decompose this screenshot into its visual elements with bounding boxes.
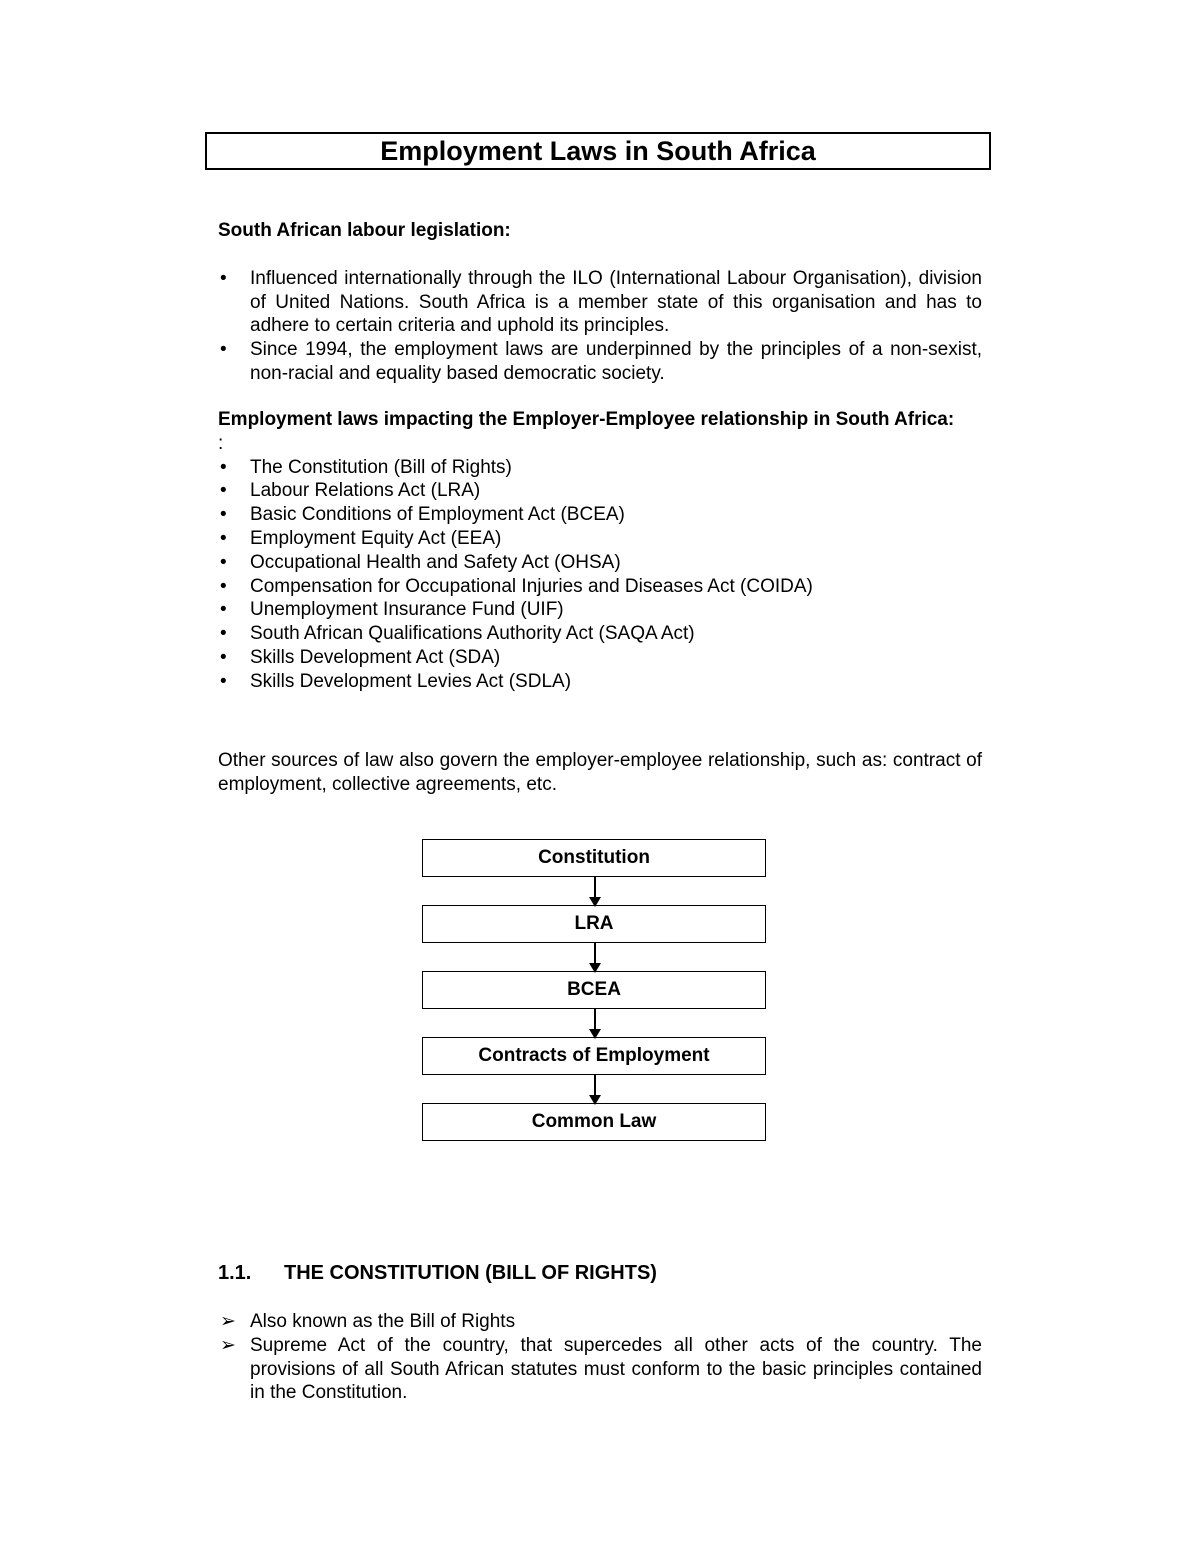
section-constitution-body [218,1310,982,1405]
list-item [218,1334,982,1405]
list-item [218,1310,982,1334]
bullet-list [218,267,982,386]
flow-box-bcea: BCEA [422,971,766,1009]
flow-box-lra: LRA [422,905,766,943]
bullet-glyph: • [220,456,227,478]
bullet-glyph: • [220,480,227,502]
flow-box-contracts-of-employment: Contracts of Employment [422,1037,766,1075]
list-item [218,622,982,646]
list-item [218,575,982,599]
list-item [218,479,982,503]
list-item-text: Skills Development Act (SDA) [250,646,501,668]
bullet-glyph: • [220,646,227,668]
list-item-text: Occupational Health and Safety Act (OHSA) [250,551,621,573]
list-item-text: Skills Development Levies Act (SDLA) [250,670,572,692]
flow-box-common-law: Common Law [422,1103,766,1141]
flow-arrow [594,1075,596,1103]
list-item-text: Unemployment Insurance Fund (UIF) [250,599,564,621]
bullet-list [218,456,982,694]
bullet-glyph: • [220,339,227,361]
list-item [218,646,982,670]
bullet-glyph: • [220,504,227,526]
section-title: THE CONSTITUTION (BILL OF RIGHTS) [284,1262,657,1284]
list-item-text: Influenced internationally through the ILO (International Labour Organisation), division of United Nations. South Africa is a member state of this organisation and has to adhere to certain criteria and uphold its principles. [250,267,982,337]
list-item [218,670,982,694]
section-number: 1.1. [218,1262,252,1284]
bullet-glyph: • [220,267,227,289]
list-item-text: Basic Conditions of Employment Act (BCEA) [250,504,625,526]
list-item-text: Also known as the Bill of Rights [250,1311,516,1332]
list-item [218,338,982,386]
bullet-glyph: • [220,575,227,597]
bullet-glyph: • [220,551,227,573]
bullet-glyph: • [220,670,227,692]
flow-arrow [594,1009,596,1037]
list-item [218,456,982,480]
section-employment-laws [218,408,982,694]
arrow-bullet-list [218,1310,982,1405]
section-heading: South African labour legislation: [218,220,511,241]
bullet-glyph: • [220,527,227,549]
bullet-glyph: • [220,623,227,645]
list-item [218,527,982,551]
list-item-text: South African Qualifications Authority Act (SAQA Act) [250,623,695,645]
flow-arrow [594,877,596,905]
section-constitution-heading [218,1262,657,1285]
list-item [218,598,982,622]
list-item-text: Employment Equity Act (EEA) [250,527,502,549]
list-item [218,551,982,575]
flow-arrow [594,943,596,971]
bullet-glyph: • [220,599,227,621]
other-sources-paragraph: Other sources of law also govern the employer-employee relationship, such as: contract of employment, collective agreements, etc. [218,750,982,795]
list-item [218,267,982,338]
document-title: Employment Laws in South Africa [380,135,816,166]
section-heading: Employment laws impacting the Employer-Employee relationship in South Africa: [218,409,955,430]
list-item-text: Compensation for Occupational Injuries and Diseases Act (COIDA) [250,575,813,597]
list-item-text: Since 1994, the employment laws are underpinned by the principles of a non-sexist, non-racial and equality based democratic society. [250,339,982,384]
list-item-text: Supreme Act of the country, that supercedes all other acts of the country. The provisions of all South African statutes must conform to the basic principles contained in the Constitution. [250,1334,982,1404]
arrow-bullet-glyph: ➢ [220,1334,236,1356]
list-item-text: The Constitution (Bill of Rights) [250,456,512,478]
colon-line: : [218,432,224,454]
flow-box-constitution: Constitution [422,839,766,877]
document-title-box [205,132,991,170]
arrow-bullet-glyph: ➢ [220,1311,236,1332]
section-labour-legislation [218,219,982,386]
list-item-text: Labour Relations Act (LRA) [250,480,481,502]
list-item [218,503,982,527]
